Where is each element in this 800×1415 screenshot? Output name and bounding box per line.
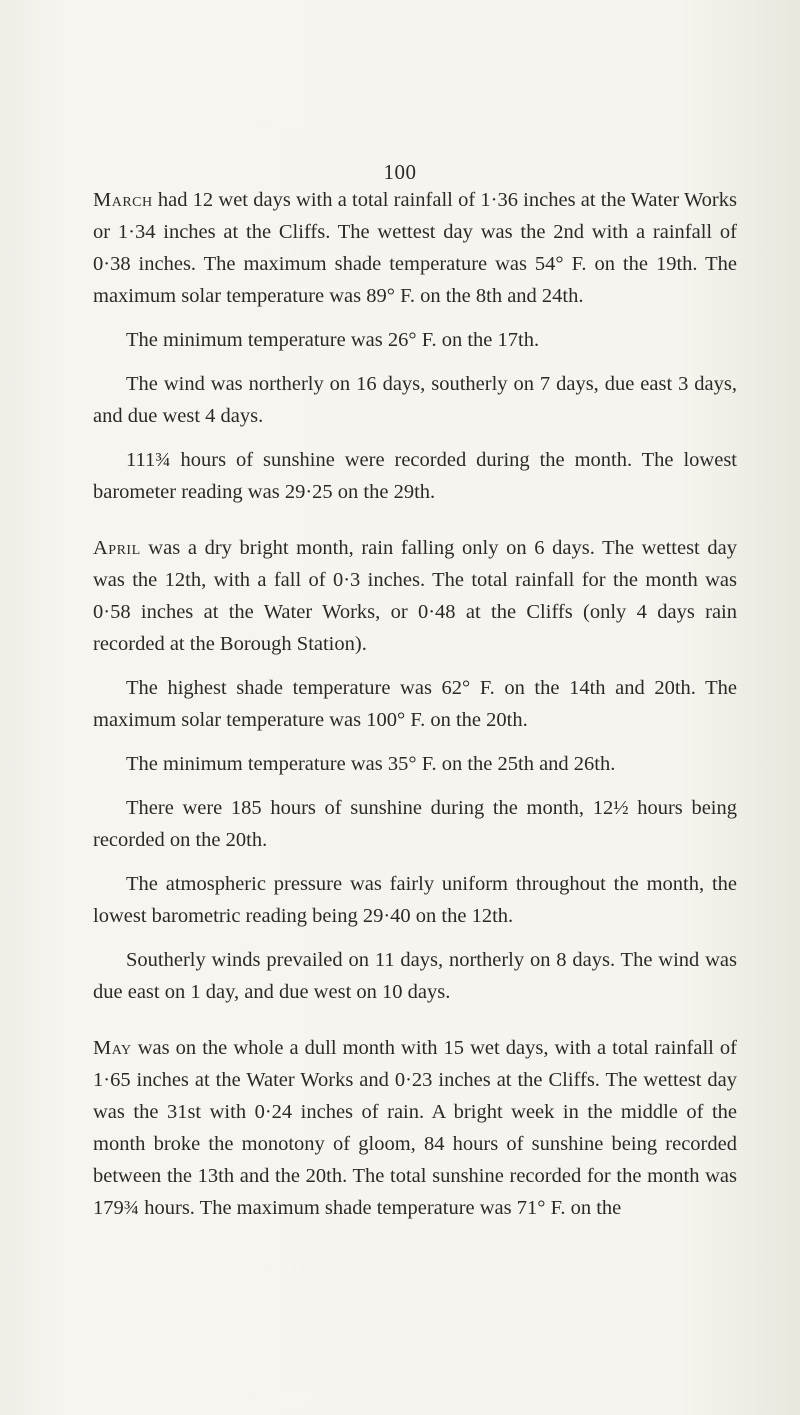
section-heading-march: March — [93, 189, 153, 211]
paragraph-april-sunshine: There were 185 hours of sunshine during the month, 12½ hours being recorded on the 20th. — [93, 797, 737, 851]
report-body — [93, 184, 737, 1224]
paragraph-april-minimum: The minimum temperature was 35° F. on the 25th and 26th. — [126, 753, 616, 775]
paragraph-text: was a dry bright month, rain falling only on 6 days. The wettest day was the 12th, with a fall of 0·3 inches. The total rainfall for the month was 0·58 inches at the Water Works, or 0·48 at the Cliffs (only 4 days rain recorded at the Borough Station). — [93, 537, 737, 655]
page-number: 100 — [383, 160, 417, 184]
paragraph-text: had 12 wet days with a total rainfall of 1·36 inches at the Water Works or 1·34 inches at the Cliffs. The wettest day was the 2nd with a rainfall of 0·38 inches. The maximum shade temperature was 54° F. on the 19th. The maximum solar temperature was 89° F. on the 8th and 24th. — [93, 189, 737, 307]
paragraph-text: was on the whole a dull month with 15 wet days, with a total rainfall of 1·65 inches at the Water Works and 0·23 inches at the Cliffs. The wettest day was the 31st with 0·24 inches of rain. A bright week in the middle of the month broke the monotony of gloom, 84 hours of sunshine being recorded between the 13th and the 20th. The total sunshine recorded for the month was 179¾ hours. The maximum shade temperature was 71° F. on the — [93, 1037, 737, 1219]
paragraph-march-wind: The wind was northerly on 16 days, southerly on 7 days, due east 3 days, and due west 4 days. — [93, 373, 737, 427]
paragraph-march-sunshine: 111¾ hours of sunshine were recorded during the month. The lowest barometer reading was 29·25 on the 29th. — [93, 449, 737, 503]
section-heading-april: April — [93, 537, 141, 559]
section-heading-may: May — [93, 1037, 132, 1059]
paragraph-march — [93, 184, 737, 312]
paragraph-april-wind: Southerly winds prevailed on 11 days, northerly on 8 days. The wind was due east on 1 day, and due west on 10 days. — [93, 949, 737, 1003]
paragraph-april — [93, 532, 737, 660]
paragraph-april-shade: The highest shade temperature was 62° F. on the 14th and 20th. The maximum solar temperature was 100° F. on the 20th. — [93, 677, 737, 731]
paragraph-may — [93, 1032, 737, 1224]
paragraph-april-pressure: The atmospheric pressure was fairly uniform throughout the month, the lowest barometric reading being 29·40 on the 12th. — [93, 873, 737, 927]
paragraph-march-minimum: The minimum temperature was 26° F. on the 17th. — [126, 329, 540, 351]
